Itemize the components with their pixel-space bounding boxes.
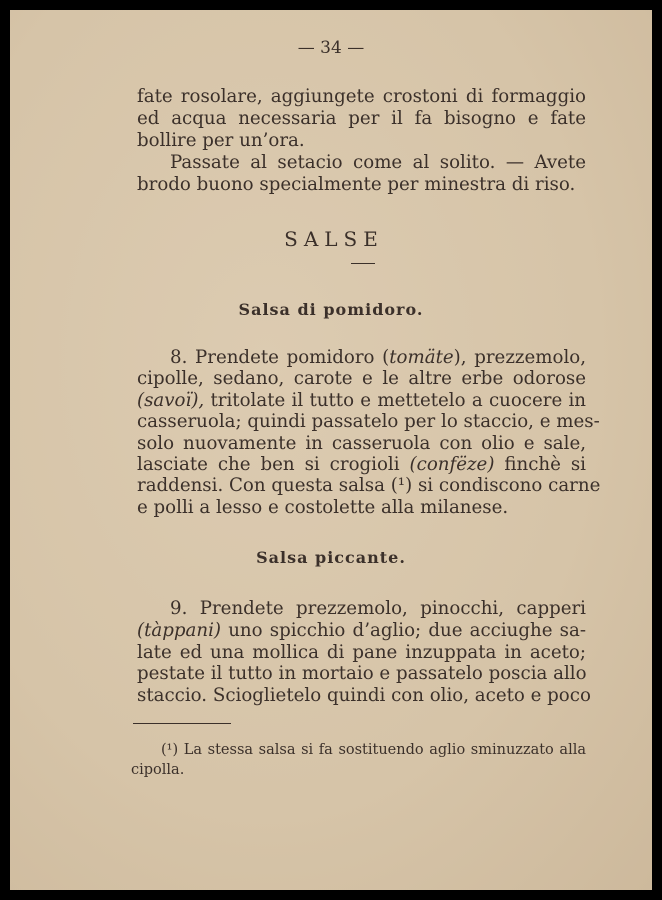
recipe-heading: Salsa piccante.: [256, 548, 406, 567]
text-line: [137, 497, 586, 519]
text-segment: finchè si: [494, 454, 586, 475]
text-line: [131, 741, 586, 760]
text-line: [137, 152, 586, 174]
page-number: — 34 —: [297, 38, 365, 58]
text-segment: cipolle, sedano, carote e le altre erbe odorose: [137, 368, 586, 390]
text-line: [137, 598, 586, 620]
text-segment: casseruola; quindi passatelo per lo staccio, e mes-: [137, 411, 600, 433]
text-segment: 8. Prendete pomidoro (: [170, 347, 390, 368]
recipe-heading: Salsa di pomidoro.: [238, 300, 424, 319]
section-title: SALSE: [284, 227, 384, 251]
text-segment: cipolla.: [131, 761, 185, 778]
italic-term: (tàppani): [137, 619, 222, 641]
italic-term: (savoï),: [137, 389, 205, 411]
text-line: [137, 411, 600, 433]
text-segment: late ed una mollica di pane inzuppata in aceto;: [137, 641, 586, 663]
text-segment: (¹) La stessa salsa si fa sostituendo aglio sminuzzato alla: [161, 742, 586, 758]
text-segment: e polli a lesso e costolette alla milanese.: [137, 496, 509, 518]
text-line: [137, 174, 586, 196]
title-rule: [351, 263, 375, 264]
text-segment: brodo buono specialmente per minestra di riso.: [137, 174, 576, 195]
text-segment: raddensi. Con questa salsa (¹) si condiscono carne: [137, 475, 601, 497]
text-line: [137, 390, 586, 412]
italic-term: (confëze): [409, 454, 495, 475]
text-line: [137, 130, 586, 152]
text-line: [137, 347, 586, 369]
text-line: [137, 620, 586, 642]
footnote-rule: [133, 723, 231, 724]
text-line: [137, 475, 601, 497]
text-line: [137, 685, 591, 707]
text-line: [137, 642, 586, 664]
text-segment: uno spicchio d’aglio; due acciughe sa-: [221, 619, 586, 641]
text-line: [137, 454, 586, 476]
text-line: [137, 86, 586, 108]
text-segment: tritolate il tutto e mettetelo a cuocere in: [204, 389, 586, 411]
text-segment: solo nuovamente in casseruola con olio e sale,: [137, 432, 586, 454]
italic-term: tomäte: [389, 347, 454, 368]
text-segment: 9. Prendete prezzemolo, pinocchi, capperi: [170, 598, 586, 619]
text-line: [137, 663, 586, 685]
text-line: [131, 761, 586, 780]
text-segment: staccio. Scioglietelo quindi con olio, aceto e poco: [137, 685, 591, 707]
text-segment: Passate al setacio come al solito. — Avete: [170, 152, 586, 173]
text-segment: bollire per un’ora.: [137, 130, 305, 151]
text-line: [137, 108, 586, 130]
text-segment: ed acqua necessaria per il fa bisogno e fate: [137, 108, 586, 129]
text-line: [137, 433, 586, 455]
text-segment: pestate il tutto in mortaio e passatelo poscia allo: [137, 663, 587, 685]
text-segment: ), prezzemolo,: [453, 347, 586, 368]
text-line: [137, 368, 586, 390]
text-segment: fate rosolare, aggiungete crostoni di formaggio: [137, 86, 586, 107]
text-segment: lasciate che ben si crogioli: [137, 454, 410, 475]
